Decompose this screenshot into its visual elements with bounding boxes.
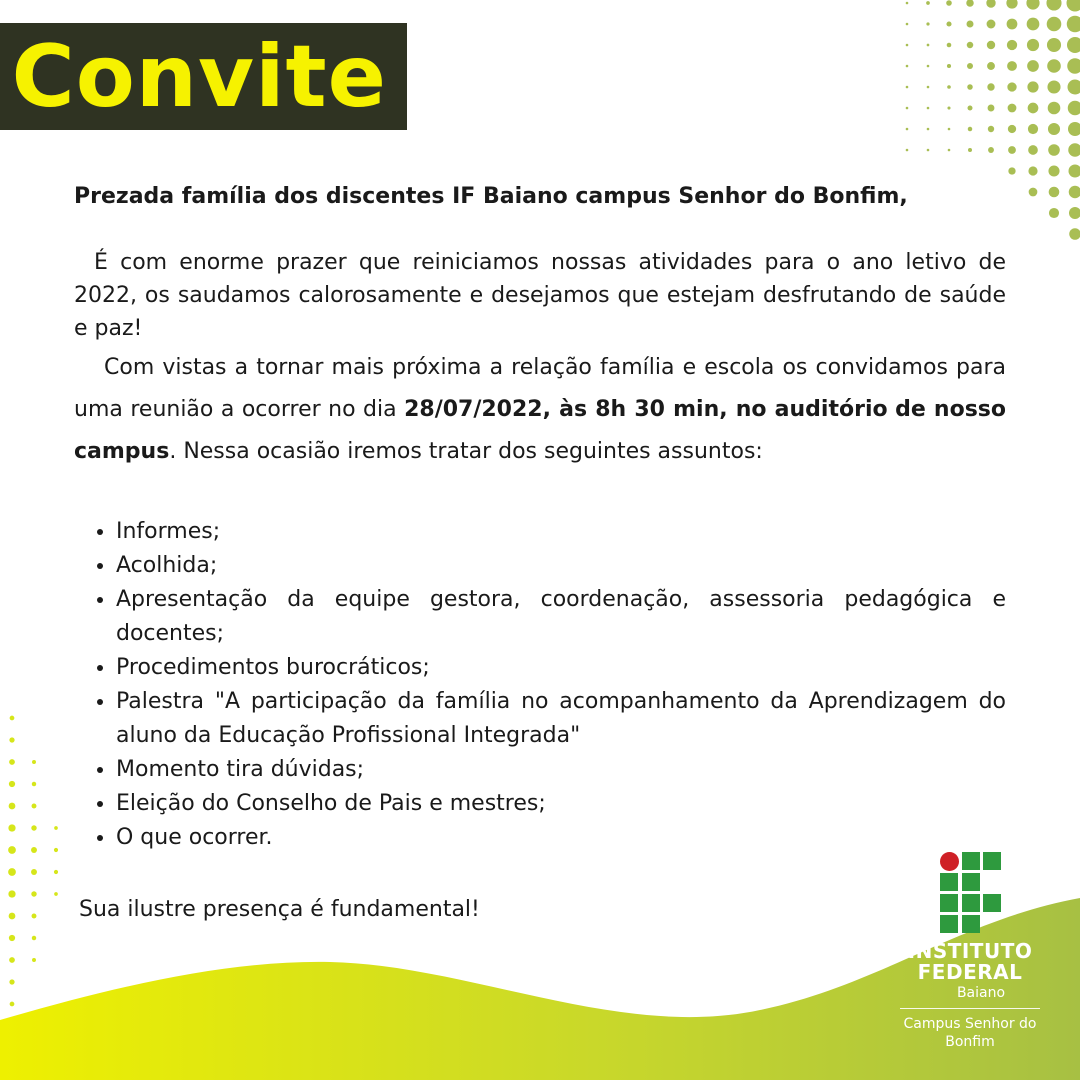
decorative-dot (906, 65, 909, 68)
logo-divider (900, 1008, 1040, 1009)
decorative-dot (927, 86, 930, 89)
decorative-dot (906, 2, 909, 5)
title-banner (0, 23, 407, 130)
decorative-dot (1068, 101, 1080, 116)
meeting-location: de nosso campus (74, 397, 1006, 464)
decorative-dot (9, 979, 14, 984)
logo-campus: Campus Senhor do Bonfim (903, 1016, 1037, 1050)
decorative-dot (968, 106, 973, 111)
decorative-dot (1006, 0, 1017, 9)
decorative-dot (54, 870, 58, 874)
logo-square (940, 894, 958, 912)
decorative-dot (8, 846, 16, 854)
decorative-dot (1008, 146, 1016, 154)
invitation-body (74, 180, 1006, 926)
decorative-dot (1048, 123, 1060, 135)
paragraph-meeting (74, 347, 1006, 473)
decorative-dot (967, 63, 973, 69)
decorative-dot (967, 21, 974, 28)
list-item: • O que ocorrer. (116, 821, 1006, 855)
decorative-dot (947, 106, 950, 109)
logo-square (983, 894, 1001, 912)
dots-pattern-left (8, 716, 58, 1007)
decorative-dot (8, 890, 15, 897)
decorative-dot (947, 85, 951, 89)
decorative-dot (987, 62, 995, 70)
decorative-dot (9, 803, 16, 810)
decorative-dot (1008, 104, 1017, 113)
decorative-dot (32, 958, 36, 962)
decorative-dot (1008, 167, 1015, 174)
decorative-dot (967, 84, 973, 90)
decorative-dot (1048, 102, 1061, 115)
decorative-dot (1047, 59, 1061, 73)
decorative-dot (1047, 80, 1060, 93)
decorative-dot (1048, 144, 1060, 156)
decorative-dot (31, 825, 36, 830)
logo-square (962, 852, 980, 870)
decorative-dot (968, 148, 972, 152)
decorative-dot (1028, 124, 1038, 134)
decorative-dot (31, 869, 37, 875)
decorative-dot (906, 128, 909, 131)
decorative-dot (9, 957, 15, 963)
decorative-dot (32, 914, 37, 919)
decorative-dot (1069, 165, 1080, 178)
decorative-dot (1069, 186, 1080, 199)
decorative-dot (1047, 17, 1062, 32)
decorative-dot (9, 913, 16, 920)
decorative-dot (986, 0, 995, 8)
closing-message: Sua ilustre presença é fundamental! (79, 897, 480, 922)
decorative-dot (54, 848, 58, 852)
decorative-dot (10, 716, 15, 721)
decorative-dot (32, 936, 36, 940)
logo-square (940, 915, 958, 933)
decorative-dot (1028, 103, 1039, 114)
decorative-dot (906, 44, 909, 47)
institution-logo (900, 940, 1040, 1051)
decorative-dot (927, 44, 930, 47)
decorative-dot (1067, 37, 1080, 53)
decorative-dot (1067, 16, 1080, 33)
topics-list (74, 515, 1006, 855)
decorative-dot (968, 127, 973, 132)
decorative-dot (1046, 0, 1061, 11)
decorative-dot (1027, 60, 1039, 72)
decorative-dot (966, 0, 974, 7)
decorative-dot (31, 891, 36, 896)
decorative-dot (1027, 18, 1040, 31)
decorative-dot (1067, 0, 1080, 12)
decorative-dot (1047, 38, 1061, 52)
decorative-dot (927, 149, 930, 152)
logo-square (962, 894, 980, 912)
list-item: • Palestra "A participação da família no acompanhamento da Aprendizagem do aluno da Educação Profissional Integrada" (116, 685, 1006, 753)
decorative-dot (987, 20, 996, 29)
decorative-dot (32, 782, 36, 786)
decorative-dot (9, 935, 15, 941)
decorative-dot (927, 107, 930, 110)
logo-square (983, 852, 1001, 870)
decorative-dot (906, 86, 909, 89)
decorative-dot (927, 65, 930, 68)
decorative-dot (1068, 122, 1080, 136)
decorative-dot (947, 64, 951, 68)
decorative-dot (9, 781, 15, 787)
decorative-dot (1027, 81, 1038, 92)
list-item: • Apresentação da equipe gestora, coordenação, assessoria pedagógica e docentes; (116, 583, 1006, 651)
decorative-dot (1026, 0, 1039, 10)
decorative-dot (926, 22, 929, 25)
decorative-dot (946, 21, 951, 26)
logo-square (962, 915, 980, 933)
decorative-dot (926, 1, 930, 5)
decorative-dot (988, 147, 994, 153)
decorative-dot (948, 149, 951, 152)
decorative-dot (988, 105, 995, 112)
greeting: Prezada família dos discentes IF Baiano campus Senhor do Bonfim, (74, 184, 908, 209)
decorative-dot (1049, 187, 1060, 198)
decorative-dot (1028, 166, 1037, 175)
decorative-dot (1067, 58, 1080, 74)
decorative-dot (988, 126, 994, 132)
decorative-dot (906, 23, 909, 26)
decorative-dot (906, 149, 909, 152)
decorative-dot (8, 824, 15, 831)
decorative-dot (32, 804, 37, 809)
decorative-dot (1028, 145, 1038, 155)
logo-square (940, 873, 958, 891)
decorative-dot (1068, 80, 1080, 95)
decorative-dot (946, 0, 952, 6)
decorative-dot (987, 83, 994, 90)
decorative-dot (8, 868, 16, 876)
decorative-dot (947, 43, 952, 48)
decorative-dot (10, 1002, 15, 1007)
meeting-text-after: . Nessa ocasião iremos tratar dos seguintes assuntos: (169, 439, 763, 464)
decorative-dot (1029, 188, 1038, 197)
decorative-dot (1007, 82, 1016, 91)
meeting-text-before: Com vistas a tornar mais próxima a relação família e escola os convidamos para uma reunião a ocorrer no dia (74, 355, 1006, 422)
list-item: • Acolhida; (116, 549, 1006, 583)
logo-line-instituto: INSTITUTO (907, 939, 1033, 963)
logo-square (962, 873, 980, 891)
list-item: • Procedimentos burocráticos; (116, 651, 1006, 685)
decorative-dot (31, 847, 37, 853)
decorative-dot (9, 759, 15, 765)
decorative-dot (967, 42, 974, 49)
decorative-dot (1049, 208, 1059, 218)
decorative-dot (1069, 207, 1080, 219)
decorative-dot (927, 128, 930, 131)
meeting-date-time: 28/07/2022, às 8h 30 min, no auditório (404, 397, 888, 422)
logo-line-baiano: Baiano (956, 985, 1006, 1001)
list-item: • Eleição do Conselho de Pais e mestres; (116, 787, 1006, 821)
list-item: • Momento tira dúvidas; (116, 753, 1006, 787)
paragraph-intro: É com enorme prazer que reiniciamos nossas atividades para o ano letivo de 2022, os saudamos calorosamente e desejamos que estejam desfrutando de saúde e paz! (74, 250, 1006, 341)
decorative-dot (987, 41, 995, 49)
decorative-dot (1007, 40, 1017, 50)
decorative-dot (1007, 19, 1018, 30)
logo-line-federal: FEDERAL (917, 960, 1023, 984)
decorative-dot (1007, 61, 1017, 71)
decorative-dot (1068, 143, 1080, 157)
decorative-dot (54, 892, 58, 896)
decorative-dot (1027, 39, 1039, 51)
decorative-dot (9, 737, 14, 742)
list-item: • Informes; (116, 515, 1006, 549)
logo-red-circle (940, 852, 959, 871)
decorative-dot (32, 760, 36, 764)
decorative-dot (54, 826, 58, 830)
page-title: Convite (11, 26, 387, 127)
if-baiano-logo-icon (940, 852, 1002, 934)
decorative-dot (1069, 228, 1080, 240)
decorative-dot (948, 128, 951, 131)
decorative-dot (906, 107, 909, 110)
decorative-dot (1048, 165, 1059, 176)
decorative-dot (1008, 125, 1016, 133)
